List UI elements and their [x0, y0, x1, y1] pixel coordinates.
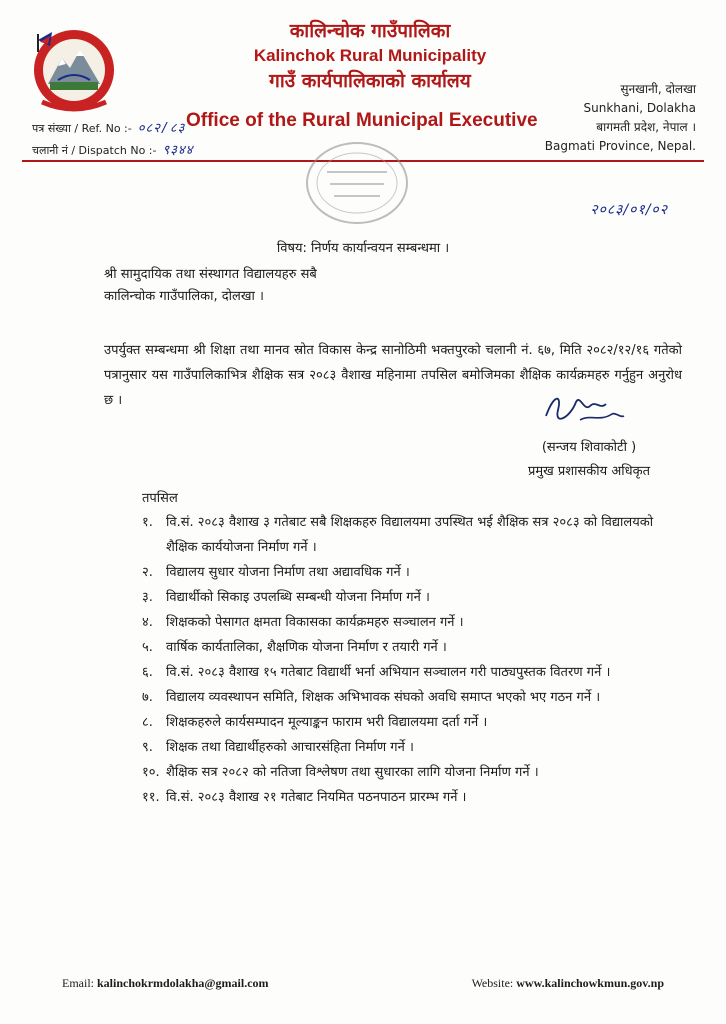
- address-line: Bagmati Province, Nepal.: [544, 139, 696, 153]
- website-link[interactable]: www.kalinchowkmun.gov.np: [516, 976, 664, 990]
- item-number: ४.: [142, 615, 153, 630]
- item-number: ९.: [142, 740, 153, 755]
- item-text: वि.सं. २०८३ वैशाख ३ गतेबाट सबै शिक्षकहरु विद्यालयमा उपस्थित भई शैक्षिक सत्र २०८३ को विद्यालयको शैक्षिक कार्ययोजना निर्माण गर्ने ।: [166, 515, 654, 555]
- item-text: विद्यालय व्यवस्थापन समिति, शिक्षक अभिभावक संघको अवधि समाप्त भएको भए गठन गर्ने ।: [166, 690, 601, 705]
- address-line: Sunkhani, Dolakha: [583, 101, 696, 115]
- item-text: वि.सं. २०८३ वैशाख १५ गतेबाट विद्यार्थी भर्ना अभियान सञ्चालन गरी पाठ्यपुस्तक वितरण गर्ने ।: [166, 665, 611, 680]
- office-name-np: गाउँ कार्यपालिकाको कार्यालय: [269, 70, 471, 92]
- dispatch-number-row: [32, 140, 194, 162]
- item-text: विद्यालय सुधार योजना निर्माण तथा अद्यावधिक गर्ने ।: [166, 565, 410, 580]
- signer-title: प्रमुख प्रशासकीय अधिकृत: [527, 464, 651, 479]
- municipality-name-en: Kalinchok Rural Municipality: [253, 46, 487, 65]
- office-name-en: Office of the Rural Municipal Executive: [186, 110, 538, 131]
- dispatch-label: चलानी नं / Dispatch No :-: [32, 144, 157, 157]
- ref-value: ०८२/८३: [137, 121, 186, 136]
- ref-number-row: [32, 118, 194, 140]
- letter-subject: विषय: निर्णय कार्यान्वयन सम्बन्धमा ।: [276, 241, 450, 256]
- signer-block: [504, 436, 674, 484]
- item-number: १०.: [142, 765, 160, 780]
- municipality-name-np: कालिन्चोक गाउँपालिका: [289, 20, 451, 42]
- item-text: शिक्षकहरुले कार्यसम्पादन मूल्याङ्कन फाराम भरी विद्यालयमा दर्ता गर्ने ।: [166, 715, 488, 730]
- letter-body: उपर्युक्त सम्बन्धमा श्री शिक्षा तथा मानव स्रोत विकास केन्द्र सानोठिमी भक्तपुरको चलानी नं. ६७, मिति २०८२/१२/१६ गतेको पत्रानुसार यस गाउँपालिकाभित्र शैक्षिक सत्र २०८३ वैशाख महिनामा तपसिल बमोजिमका शैक्षिक कार्यक्रमहरु गर्नुहुन अनुरोध छ ।: [104, 343, 682, 408]
- recipient-block: [104, 264, 317, 308]
- annex-title: तपसिल: [142, 491, 178, 506]
- list-item: [142, 585, 662, 610]
- item-number: २.: [142, 565, 153, 580]
- recipient-line: श्री सामुदायिक तथा संस्थागत विद्यालयहरु सबै: [104, 267, 317, 282]
- annex-list: [142, 510, 662, 810]
- nepal-emblem-icon: [28, 22, 120, 114]
- reference-block: [32, 118, 194, 162]
- recipient-line: कालिन्चोक गाउँपालिका, दोलखा ।: [104, 289, 264, 304]
- item-number: १.: [142, 515, 153, 530]
- website-label: Website:: [471, 976, 514, 990]
- item-number: ३.: [142, 590, 153, 605]
- email-link[interactable]: kalinchokrmdolakha@gmail.com: [97, 976, 269, 990]
- item-text: वि.सं. २०८३ वैशाख २१ गतेबाट नियमित पठनपाठन प्रारम्भ गर्ने ।: [166, 790, 467, 805]
- item-number: ११.: [142, 790, 160, 805]
- letter-date: २०८३/०१/०२: [590, 202, 668, 218]
- list-item: [142, 635, 662, 660]
- item-number: ७.: [142, 690, 153, 705]
- footer-email: [62, 976, 269, 991]
- item-text: शिक्षक तथा विद्यार्थीहरुको आचारसंहिता निर्माण गर्ने ।: [166, 740, 414, 755]
- ref-label: पत्र संख्या / Ref. No :-: [32, 122, 132, 135]
- item-text: शैक्षिक सत्र २०८२ को नतिजा विश्लेषण तथा सुधारका लागि योजना निर्माण गर्ने ।: [166, 765, 539, 780]
- list-item: [142, 735, 662, 760]
- header-title-block: [150, 18, 590, 94]
- item-number: ६.: [142, 665, 153, 680]
- office-stamp-icon: [302, 138, 412, 228]
- address-line: बागमती प्रदेश, नेपाल ।: [596, 120, 696, 134]
- signer-name: (सन्जय शिवाकोटी ): [541, 440, 637, 455]
- list-item: [142, 785, 662, 810]
- list-item: [142, 560, 662, 585]
- item-number: ८.: [142, 715, 153, 730]
- list-item: [142, 685, 662, 710]
- item-text: शिक्षकको पेसागत क्षमता विकासका कार्यक्रमहरु सञ्चालन गर्ने ।: [166, 615, 464, 630]
- item-text: विद्यार्थीको सिकाइ उपलब्धि सम्बन्धी योजना निर्माण गर्ने ।: [166, 590, 430, 605]
- list-item: [142, 760, 662, 785]
- list-item: [142, 660, 662, 685]
- list-item: [142, 710, 662, 735]
- dispatch-value: ९३४४: [162, 143, 194, 158]
- email-label: Email:: [62, 976, 94, 990]
- signature-icon: [540, 388, 630, 428]
- footer-website: [472, 976, 664, 991]
- address-line: सुनखानी, दोलखा: [620, 82, 696, 96]
- list-item: [142, 610, 662, 635]
- list-item: [142, 510, 662, 560]
- office-address: [545, 80, 696, 156]
- item-text: वार्षिक कार्यतालिका, शैक्षणिक योजना निर्माण र तयारी गर्ने ।: [166, 640, 447, 655]
- item-number: ५.: [142, 640, 153, 655]
